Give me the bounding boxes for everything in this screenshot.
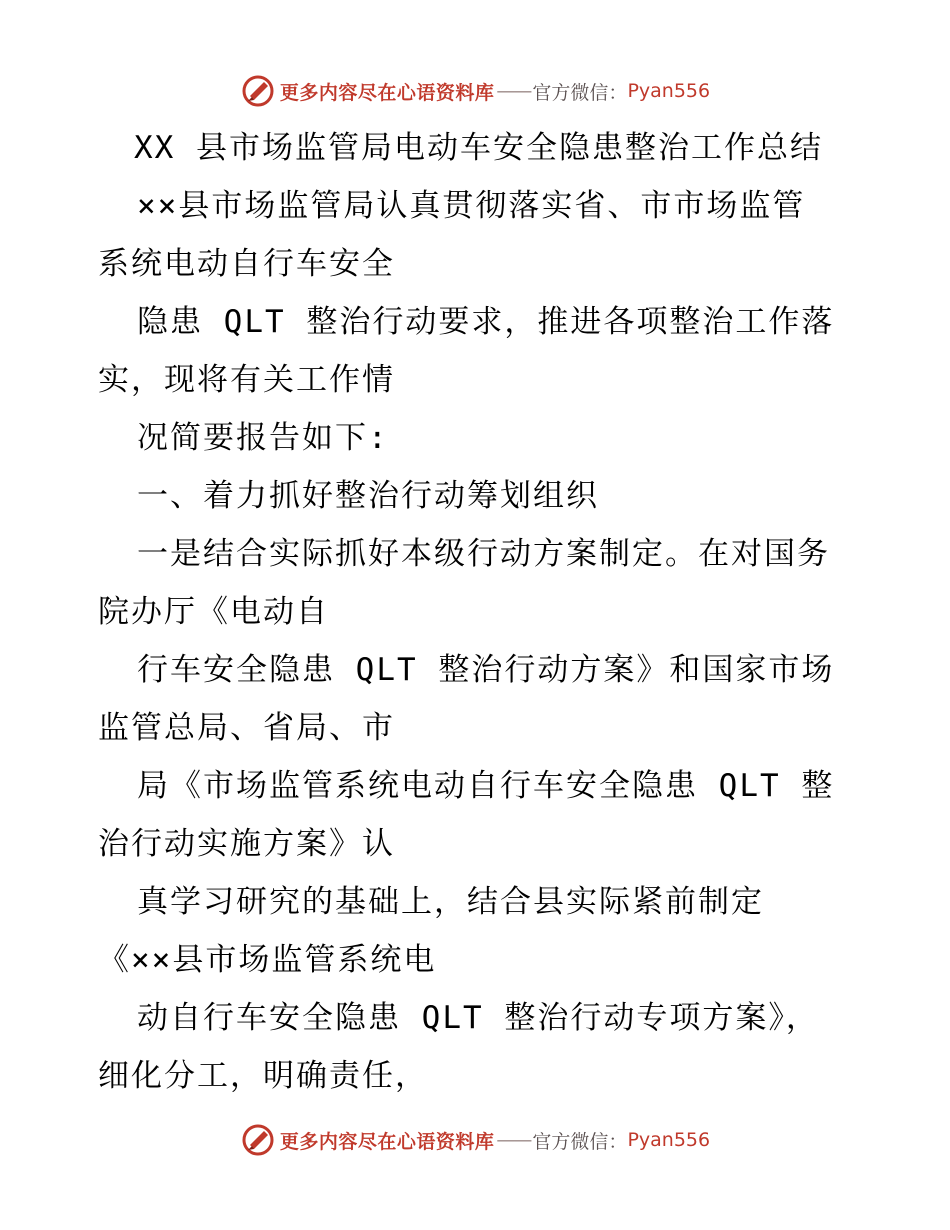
paragraph-line: 《××县市场监管系统电 — [98, 942, 437, 978]
paragraph-line: 隐患 QLT 整治行动要求，推进各项整治工作落 — [137, 304, 835, 340]
paragraph-line: 行车安全隐患 QLT 整治行动方案》和国家市场 — [137, 652, 835, 688]
banner-separator: —— — [496, 1129, 531, 1151]
section-heading: 一、着力抓好整治行动筹划组织 — [137, 478, 599, 514]
paragraph-line: 院办厅《电动自 — [98, 594, 329, 630]
paragraph-line: 一是结合实际抓好本级行动方案制定。在对国务 — [137, 536, 830, 572]
footer-banner — [0, 1122, 950, 1158]
banner-wechat-id: Pyan556 — [627, 80, 711, 102]
paragraph-line: 细化分工，明确责任， — [98, 1058, 428, 1094]
paragraph-line: 真学习研究的基础上，结合县实际紧前制定 — [137, 884, 764, 920]
paragraph-line: 况简要报告如下: — [137, 420, 389, 456]
banner-main-text: 更多内容尽在心语资料库 — [279, 1130, 495, 1153]
banner-main-text: 更多内容尽在心语资料库 — [279, 81, 495, 104]
brand-logo-icon — [240, 1123, 276, 1157]
paragraph-line: 系统电动自行车安全 — [98, 246, 395, 282]
banner-wechat-label: 官方微信： — [532, 81, 628, 104]
paragraph-line: 监管总局、省局、市 — [98, 710, 395, 746]
document-title: XX 县市场监管局电动车安全隐患整治工作总结 — [134, 130, 823, 166]
banner-wechat-id: Pyan556 — [627, 1129, 711, 1151]
paragraph-line: ××县市场监管局认真贯彻落实省、市市场监管 — [137, 188, 806, 224]
paragraph-line: 实，现将有关工作情 — [98, 362, 395, 398]
paragraph-line: 动自行车安全隐患 QLT 整治行动专项方案》， — [137, 1000, 819, 1036]
paragraph-line: 局《市场监管系统电动自行车安全隐患 QLT 整 — [137, 768, 835, 804]
paragraph-line: 治行动实施方案》认 — [98, 826, 395, 862]
banner-wechat-label: 官方微信： — [532, 1130, 628, 1153]
banner-separator: —— — [496, 80, 531, 102]
